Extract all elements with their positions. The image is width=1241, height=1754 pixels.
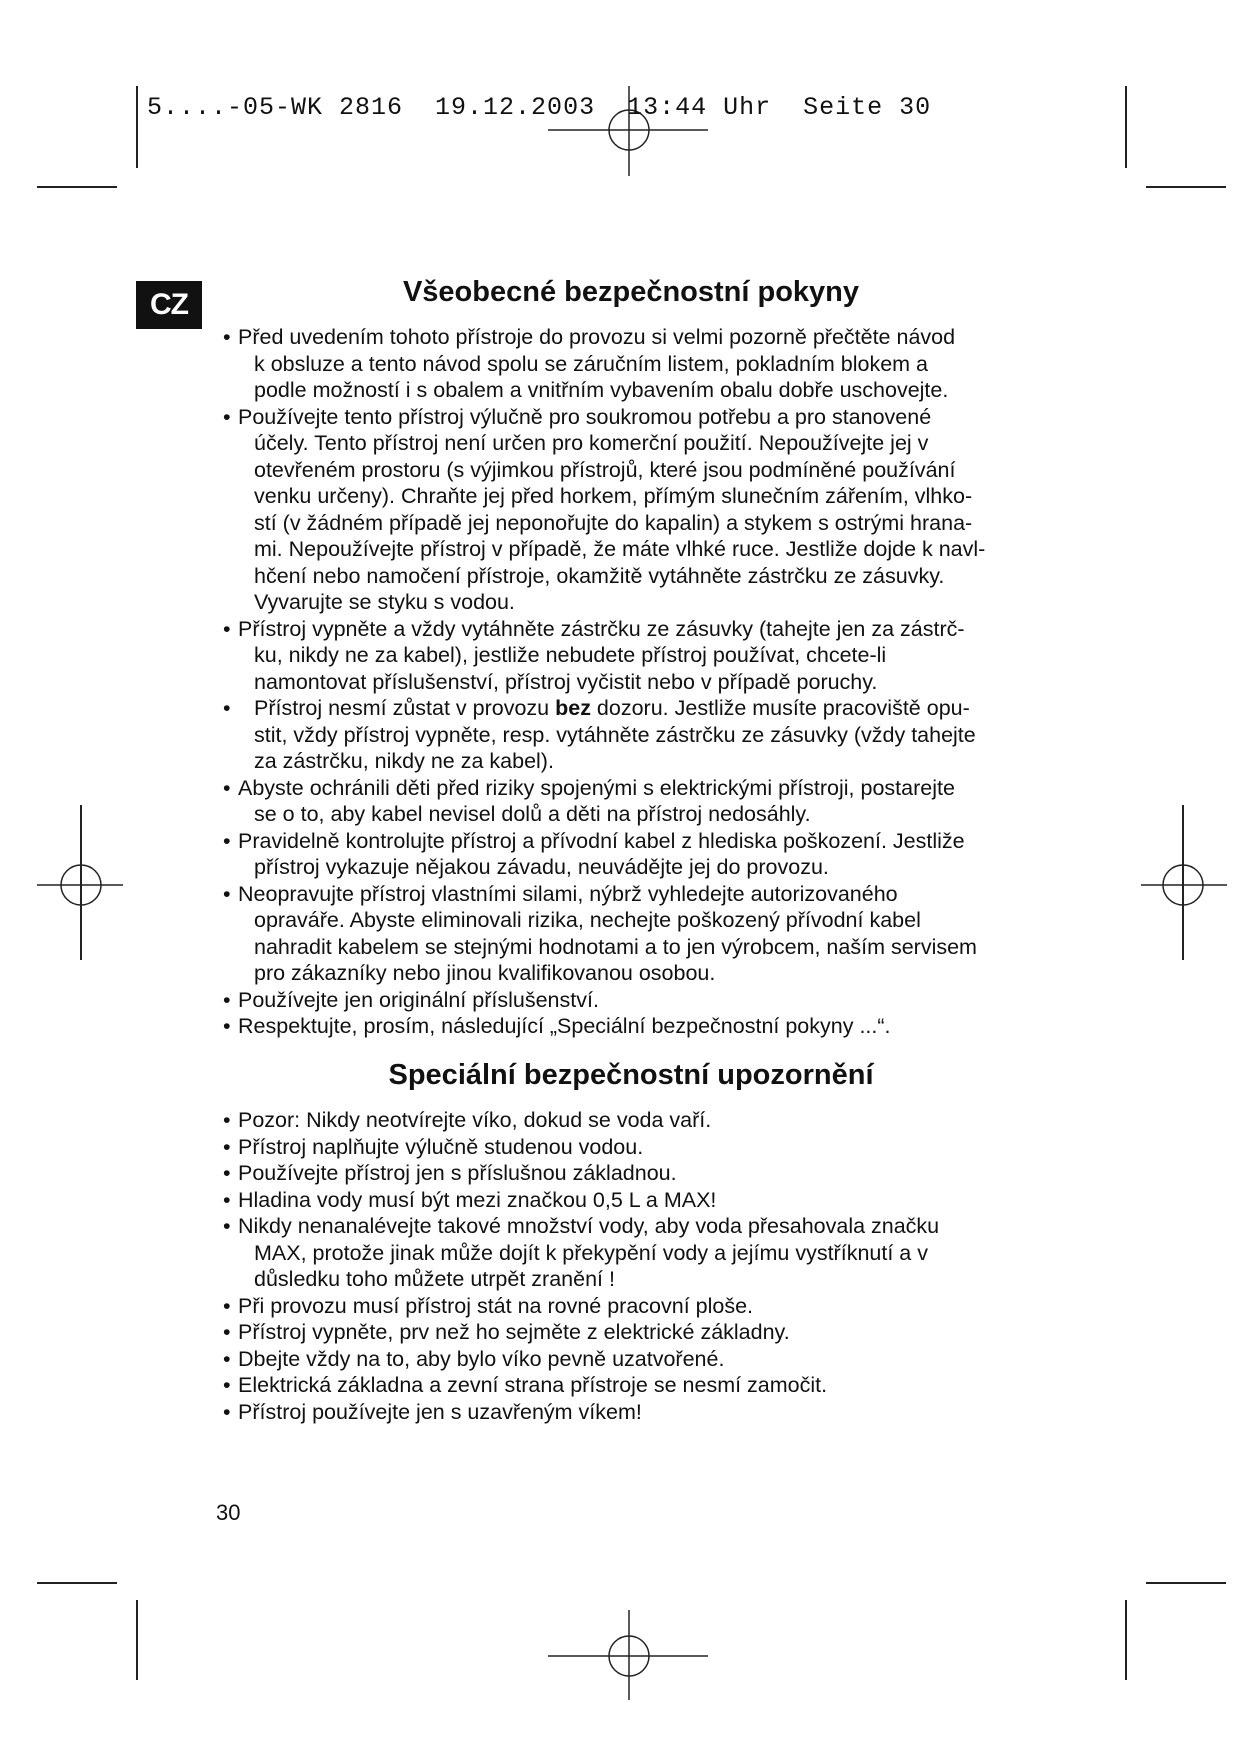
list-item (216, 695, 1066, 775)
list-item (216, 1346, 1066, 1373)
list-item (216, 987, 1066, 1014)
list-item-line: nahradit kabelem se stejnými hodnotami a to jen výrobcem, naším servisem (254, 934, 977, 959)
list-item (216, 828, 1066, 881)
special-safety-list (216, 1107, 1066, 1425)
list-item-line: přístroj vykazuje nějakou závadu, neuvádějte jej do provozu. (254, 855, 829, 879)
list-item-line: Elektrická základna a zevní strana přístroje se nesmí zamočit. (238, 1373, 828, 1397)
list-item-line: Abyste ochránili děti před riziky spojenými s elektrickými přístroji, postarejte (238, 775, 955, 800)
list-item-line: Vyvarujte se styku s vodou. (254, 590, 515, 614)
language-tab: CZ (136, 281, 202, 329)
bullet-icon: • (223, 1161, 231, 1185)
print-slug: 5....-05-WK 2816 19.12.2003 13:44 Uhr Seite 30 (147, 93, 932, 122)
list-item-line: Přístroj vypněte a vždy vytáhněte zástrčku ze zásuvky (tahejte jen za zástrč- (238, 616, 965, 641)
crop-mark (37, 1582, 117, 1584)
list-item-line: MAX, protože jinak může dojít k překypění vody a jejímu vystříknutí a v (254, 1240, 928, 1265)
list-item-line: namontovat příslušenství, přístroj vyčistit nebo v případě poruchy. (254, 669, 878, 694)
registration-mark-icon (548, 1610, 708, 1700)
bullet-icon: • (223, 1320, 231, 1344)
text-span: dozoru. Jestliže musíte pracoviště opu- (590, 696, 970, 720)
crop-mark (1146, 186, 1226, 188)
list-item-line (238, 695, 1066, 722)
list-item-line: otevřeném prostoru (s výjimkou přístrojů, které jsou podmíněné používání (254, 457, 956, 482)
list-item-line: za zástrčku, nikdy ne za kabel). (254, 749, 554, 773)
list-item-line: mi. Nepoužívejte přístroj v případě, že máte vlhké ruce. Jestliže dojde k navl- (254, 537, 986, 561)
list-item-line: hčení nebo namočení přístroje, okamžitě vytáhněte zástrčku ze zásuvky. (254, 563, 945, 588)
list-item-line: Dbejte vždy na to, aby bylo víko pevně uzatvořené. (238, 1346, 725, 1371)
list-item-line: venku určeny). Chraňte jej před horkem, přímým slunečním zářením, vlhko- (254, 484, 973, 508)
list-item-line: Respektujte, prosím, následující „Speciální bezpečnostní pokyny ...“. (238, 1014, 891, 1038)
list-item-line: se o to, aby kabel nevisel dolů a děti na přístroj nedosáhly. (254, 802, 811, 826)
list-item-line: pro zákazníky nebo jinou kvalifikovanou osobou. (254, 961, 716, 985)
list-item-line: Používejte přístroj jen s příslušnou základnou. (238, 1161, 677, 1185)
bullet-icon: • (223, 1293, 231, 1318)
crop-mark (1125, 1600, 1127, 1680)
bullet-icon: • (223, 1014, 231, 1038)
bullet-icon: • (223, 881, 231, 906)
page-number: 30 (216, 1500, 241, 1525)
general-safety-list (216, 324, 1066, 1040)
list-item (216, 1293, 1066, 1320)
registration-mark-icon (1141, 850, 1227, 920)
bullet-icon: • (223, 325, 231, 349)
list-item-line: Používejte tento přístroj výlučně pro soukromou potřebu a pro stanovené (238, 404, 932, 429)
list-item-line: Přístroj vypněte, prv než ho sejměte z elektrické základny. (238, 1320, 790, 1344)
list-item-line: Přístroj používejte jen s uzavřeným víkem! (238, 1399, 642, 1424)
section-title: Speciální bezpečnostní upozornění (388, 1059, 874, 1091)
bullet-icon: • (223, 1187, 231, 1212)
crop-mark (136, 1600, 138, 1680)
list-item-line: ku, nikdy ne za kabel), jestliže nebudete přístroj používat, chcete-li (254, 643, 887, 667)
list-item (216, 324, 1066, 404)
list-item-line: Pozor: Nikdy neotvírejte víko, dokud se voda vaří. (238, 1108, 712, 1132)
bullet-icon: • (223, 616, 231, 641)
list-item-line: podle možností i s obalem a vnitřním vybavením obalu dobře uschovejte. (254, 378, 949, 402)
list-item (216, 1013, 1066, 1040)
list-item-line: Před uvedením tohoto přístroje do provozu si velmi pozorně přečtěte návod (238, 325, 956, 349)
list-item-line: Používejte jen originální příslušenství. (238, 987, 599, 1012)
bullet-icon: • (223, 696, 231, 720)
crop-mark (1125, 86, 1127, 168)
list-item-line: Přístroj naplňujte výlučně studenou vodou. (238, 1134, 644, 1159)
crop-mark (136, 86, 138, 168)
list-item-line: opraváře. Abyste eliminovali rizika, nechejte poškozený přívodní kabel (254, 908, 921, 932)
crop-mark (1146, 1582, 1226, 1584)
bullet-icon: • (223, 1134, 231, 1159)
list-item (216, 775, 1066, 828)
bullet-icon: • (223, 404, 231, 429)
list-item (216, 1134, 1066, 1161)
list-item-line: stí (v žádném případě jej neponořujte do kapalin) a stykem s ostrými hrana- (254, 510, 973, 535)
list-item-line: k obsluze a tento návod spolu se záručním listem, pokladním blokem a (254, 351, 929, 376)
list-item (216, 1372, 1066, 1399)
bold-text: bez (555, 696, 591, 720)
bullet-icon: • (223, 1399, 231, 1424)
list-item (216, 404, 1066, 616)
list-item-line: Neopravujte přístroj vlastními silami, nýbrž vyhledejte autorizovaného (238, 881, 898, 906)
bullet-icon: • (223, 987, 231, 1012)
list-item (216, 616, 1066, 696)
list-item (216, 1107, 1066, 1134)
list-item-line: Pravidelně kontrolujte přístroj a přívodní kabel z hlediska poškození. Jestliže (238, 828, 965, 853)
list-item-line: Hladina vody musí být mezi značkou 0,5 L a MAX! (238, 1187, 717, 1212)
bullet-icon: • (223, 1214, 231, 1238)
list-item (216, 1187, 1066, 1214)
list-item-line: Při provozu musí přístroj stát na rovné pracovní ploše. (238, 1293, 754, 1318)
bullet-icon: • (223, 1346, 231, 1371)
registration-mark-icon (37, 850, 123, 920)
list-item (216, 1399, 1066, 1426)
list-item-line: účely. Tento přístroj není určen pro komerční použití. Nepoužívejte jej v (254, 431, 929, 455)
bullet-icon: • (223, 1373, 231, 1397)
section-title: Všeobecné bezpečnostní pokyny (402, 276, 860, 308)
list-item-line: Nikdy nenanalévejte takové množství vody, aby voda přesahovala značku (238, 1214, 940, 1238)
bullet-icon: • (223, 1108, 231, 1132)
bullet-icon: • (223, 775, 231, 800)
text-span: Přístroj nesmí zůstat v provozu (254, 696, 556, 720)
crop-mark (37, 186, 117, 188)
list-item (216, 881, 1066, 987)
list-item-line: důsledku toho můžete utrpět zranění ! (254, 1267, 615, 1291)
list-item-line: stit, vždy přístroj vypněte, resp. vytáhněte zástrčku ze zásuvky (vždy tahejte (254, 722, 976, 747)
list-item (216, 1319, 1066, 1346)
bullet-icon: • (223, 828, 231, 853)
list-item (216, 1160, 1066, 1187)
list-item (216, 1213, 1066, 1293)
